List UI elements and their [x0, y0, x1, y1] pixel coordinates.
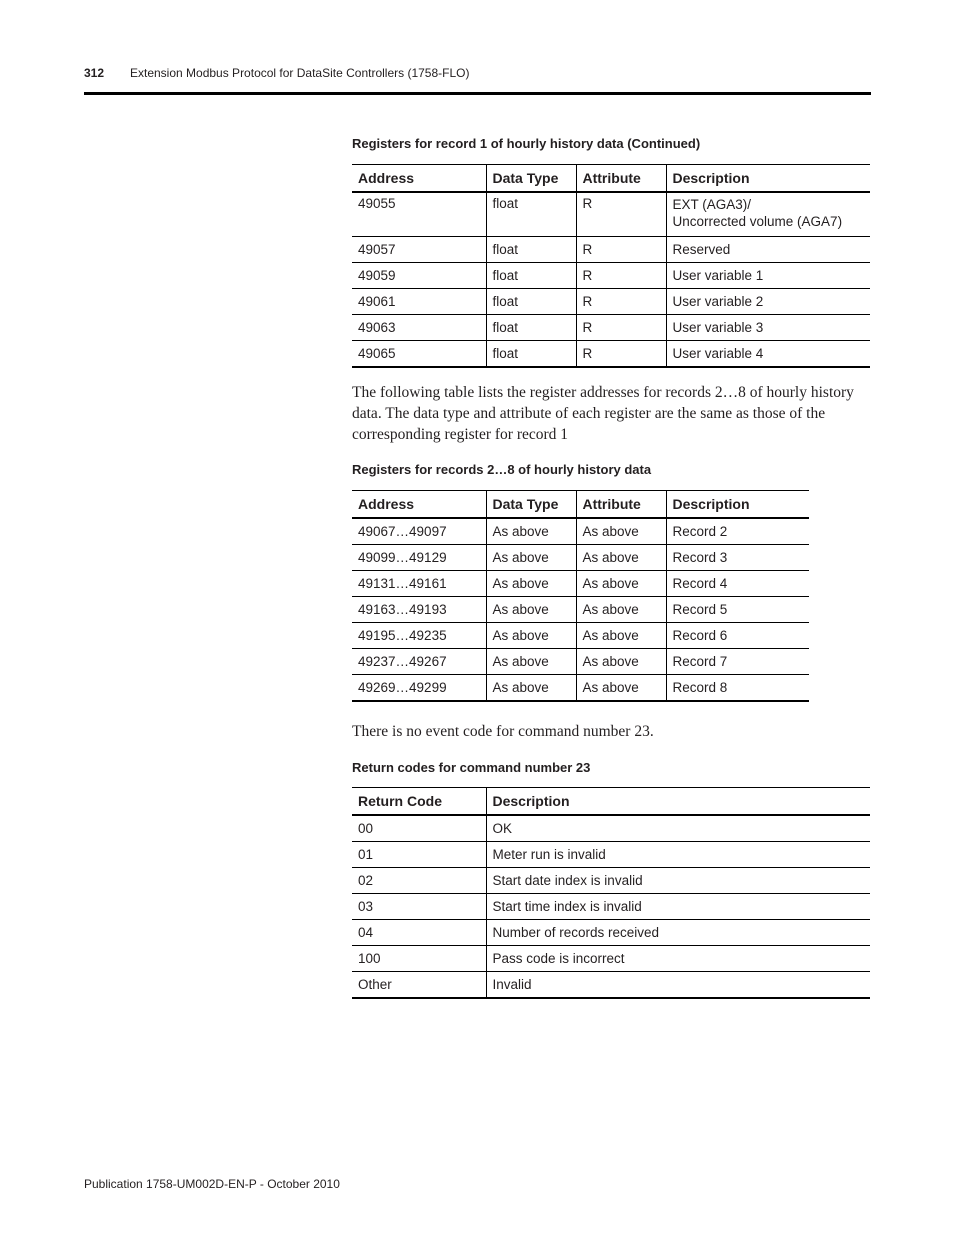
- table2-caption: Registers for records 2…8 of hourly history data: [352, 462, 652, 477]
- cell-data-type: float: [486, 289, 576, 315]
- cell-attribute: As above: [576, 571, 666, 597]
- cell-return-code: 01: [352, 842, 486, 868]
- paragraph-no-event-code: There is no event code for command number 23.: [352, 723, 654, 740]
- cell-data-type: As above: [486, 623, 576, 649]
- cell-address: 49061: [352, 289, 486, 315]
- cell-attribute: As above: [576, 597, 666, 623]
- table3-col-return-code: Return Code: [352, 788, 486, 816]
- cell-description: Record 5: [666, 597, 809, 623]
- table-row: [352, 649, 809, 675]
- publication-footer: Publication 1758-UM002D-EN-P - October 2010: [84, 1177, 340, 1191]
- cell-data-type: float: [486, 263, 576, 289]
- table-row: [352, 315, 870, 341]
- cell-address: 49057: [352, 237, 486, 263]
- cell-description: Number of records received: [486, 920, 870, 946]
- cell-description: Record 7: [666, 649, 809, 675]
- table2-header-row: [352, 491, 809, 519]
- page-number: 312: [84, 66, 105, 80]
- cell-address: 49237…49267: [352, 649, 486, 675]
- cell-address: 49099…49129: [352, 545, 486, 571]
- table-row: [352, 341, 870, 368]
- table-row: [352, 815, 870, 842]
- cell-attribute: R: [576, 192, 666, 237]
- cell-description: Record 3: [666, 545, 809, 571]
- cell-description: User variable 1: [666, 263, 870, 289]
- table-row: [352, 894, 870, 920]
- table-row: [352, 237, 870, 263]
- cell-attribute: As above: [576, 518, 666, 545]
- running-title: Extension Modbus Protocol for DataSite Controllers (1758-FLO): [130, 66, 470, 80]
- cell-description: Start date index is invalid: [486, 868, 870, 894]
- table-row: [352, 597, 809, 623]
- description-line-2: Uncorrected volume (AGA7): [672, 214, 843, 229]
- table2-col-address: Address: [352, 491, 486, 519]
- table3-col-description: Description: [486, 788, 870, 816]
- cell-description: Start time index is invalid: [486, 894, 870, 920]
- cell-data-type: As above: [486, 571, 576, 597]
- cell-attribute: As above: [576, 649, 666, 675]
- cell-description: User variable 2: [666, 289, 870, 315]
- table2-col-attribute: Attribute: [576, 491, 666, 519]
- table-row: [352, 289, 870, 315]
- cell-data-type: float: [486, 315, 576, 341]
- cell-description: Record 4: [666, 571, 809, 597]
- table1-col-attribute: Attribute: [576, 165, 666, 193]
- cell-data-type: As above: [486, 597, 576, 623]
- cell-description: Record 8: [666, 675, 809, 702]
- table-row: [352, 842, 870, 868]
- cell-attribute: As above: [576, 623, 666, 649]
- cell-description: Record 6: [666, 623, 809, 649]
- cell-return-code: 03: [352, 894, 486, 920]
- cell-description: Invalid: [486, 972, 870, 999]
- cell-address: 49059: [352, 263, 486, 289]
- cell-return-code: 00: [352, 815, 486, 842]
- cell-description: Record 2: [666, 518, 809, 545]
- cell-attribute: R: [576, 341, 666, 368]
- cell-address: 49055: [352, 192, 486, 237]
- table-row: [352, 946, 870, 972]
- table-row: [352, 192, 870, 237]
- table-row: [352, 972, 870, 999]
- cell-data-type: As above: [486, 518, 576, 545]
- cell-return-code: 02: [352, 868, 486, 894]
- cell-return-code: 100: [352, 946, 486, 972]
- cell-attribute: R: [576, 289, 666, 315]
- table3-header-row: [352, 788, 870, 816]
- table1-caption: Registers for record 1 of hourly history data (Continued): [352, 136, 701, 151]
- cell-data-type: As above: [486, 649, 576, 675]
- table-row: [352, 571, 809, 597]
- cell-address: 49163…49193: [352, 597, 486, 623]
- table1-registers-record1: [352, 164, 870, 368]
- cell-address: 49195…49235: [352, 623, 486, 649]
- table-row: [352, 675, 809, 702]
- cell-attribute: R: [576, 237, 666, 263]
- cell-attribute: R: [576, 315, 666, 341]
- description-line-1: EXT (AGA3)/: [672, 197, 752, 212]
- cell-data-type: As above: [486, 545, 576, 571]
- cell-attribute: R: [576, 263, 666, 289]
- cell-description: Reserved: [666, 237, 870, 263]
- table1-col-data-type: Data Type: [486, 165, 576, 193]
- cell-attribute: As above: [576, 545, 666, 571]
- table1-col-address: Address: [352, 165, 486, 193]
- cell-description: User variable 4: [666, 341, 870, 368]
- table2-col-data-type: Data Type: [486, 491, 576, 519]
- table-row: [352, 623, 809, 649]
- table2-col-description: Description: [666, 491, 809, 519]
- table-row: [352, 920, 870, 946]
- cell-return-code: Other: [352, 972, 486, 999]
- cell-description: Pass code is incorrect: [486, 946, 870, 972]
- table-row: [352, 868, 870, 894]
- table3-caption: Return codes for command number 23: [352, 760, 591, 775]
- cell-data-type: float: [486, 237, 576, 263]
- table-row: [352, 263, 870, 289]
- cell-data-type: float: [486, 341, 576, 368]
- table-row: [352, 518, 809, 545]
- table1-col-description: Description: [666, 165, 870, 193]
- table3-return-codes: [352, 787, 870, 999]
- cell-data-type: As above: [486, 675, 576, 702]
- cell-data-type: float: [486, 192, 576, 237]
- table1-header-row: [352, 165, 870, 193]
- table2-registers-records-2-8: [352, 490, 809, 702]
- cell-attribute: As above: [576, 675, 666, 702]
- cell-description: [666, 192, 870, 237]
- cell-address: 49067…49097: [352, 518, 486, 545]
- cell-description: Meter run is invalid: [486, 842, 870, 868]
- cell-description: OK: [486, 815, 870, 842]
- cell-description: User variable 3: [666, 315, 870, 341]
- cell-address: 49063: [352, 315, 486, 341]
- cell-return-code: 04: [352, 920, 486, 946]
- cell-address: 49269…49299: [352, 675, 486, 702]
- paragraph-records-2-8: The following table lists the register addresses for records 2…8 of hourly history data. The data type and attribute of each register are the same as those of the corresponding register for record 1: [352, 384, 854, 443]
- page-header: [84, 66, 871, 95]
- cell-address: 49131…49161: [352, 571, 486, 597]
- table-row: [352, 545, 809, 571]
- cell-address: 49065: [352, 341, 486, 368]
